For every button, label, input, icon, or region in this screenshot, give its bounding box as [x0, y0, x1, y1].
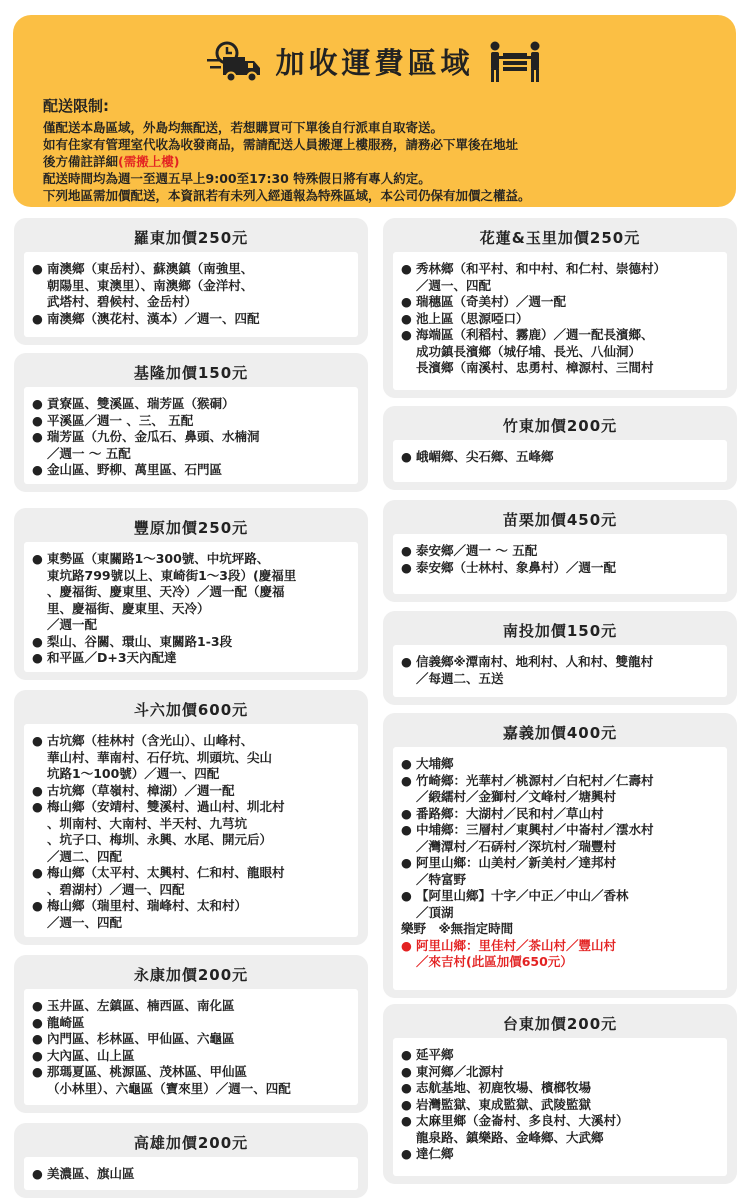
region-box [383, 500, 737, 602]
region-entry [401, 1113, 721, 1146]
region-entry [32, 429, 352, 462]
region-list [393, 645, 727, 697]
region-box [14, 690, 368, 945]
bullet-dot-icon: ● [32, 462, 43, 477]
page-title: 加收運費區域 [275, 45, 474, 80]
region-entry-text: 南澳鄉（東岳村）、蘇澳鎮（南強里、 朝陽里、東澳里）、南澳鄉（金洋村、 武塔村、碧候村、金岳村） [47, 261, 254, 309]
region-entry-text: 平溪區／週一 、三、 五配 [47, 412, 194, 428]
region-entry [32, 898, 352, 931]
region-entry-text: 太麻里鄉（金崙村、多良村、大溪村） 龍泉路、鎮樂路、金峰鄉、大武鄉 [416, 1113, 629, 1145]
bullet-dot-icon: ● [32, 429, 43, 444]
region-entry-text: 泰安鄉／週一 ～ 五配 [416, 543, 538, 558]
region-box [383, 1004, 737, 1184]
bullet-dot-icon: ● [401, 543, 412, 558]
region-entry-text: 金山區、野柳、萬里區、石門區 [47, 462, 223, 477]
bullet-dot-icon: ● [401, 1146, 412, 1161]
note-line: 下列地區需加價配送，本資訊若有未列入經通報為特殊區域，本公司仍保有加價之權益。 [43, 188, 531, 203]
region-box [383, 218, 737, 398]
region-entry [32, 998, 352, 1015]
region-entry-text: 貢寮區、雙溪區、瑞芳區（猴硐） [47, 396, 235, 411]
region-entry-text: 樂野 ※無指定時間 [401, 921, 514, 936]
region-entry-text: 南澳鄉（澳花村、漢本）／週一、四配 [47, 310, 260, 326]
bullet-dot-icon: ● [401, 1047, 412, 1062]
note-line: 僅配送本島區域，外島均無配送，若想購買可下單後自行派車自取寄送。 [43, 120, 444, 135]
region-entry [401, 756, 721, 773]
header-banner [13, 15, 736, 207]
region-list [24, 387, 358, 484]
region-list [24, 252, 358, 337]
region-title: 苗栗加價450元 [502, 510, 618, 529]
bullet-dot-icon: ● [401, 294, 412, 309]
bullet-dot-icon: ● [32, 1014, 43, 1030]
region-entry-text: 梅山鄉（安靖村、雙溪村、過山村、圳北村 、圳南村、大南村、半天村、九芎坑 、坑子口、梅圳、永興、水尾、開元后） ／週二、四配 [47, 799, 285, 864]
region-box [383, 611, 737, 705]
region-entry-text: 梅山鄉（太平村、太興村、仁和村、龍眼村 、碧湖村）／週一、四配 [47, 865, 285, 897]
bullet-dot-icon: ● [32, 733, 43, 748]
region-entry [32, 783, 352, 800]
region-entry-text: 古坑鄉（草嶺村、樟湖）／週一配 [47, 782, 235, 798]
region-entry-text: 信義鄉※潭南村、地利村、人和村、雙龍村 ／每週二、五送 [416, 654, 654, 686]
region-entry [32, 1048, 352, 1065]
region-entry-text: 美濃區、旗山區 [47, 1166, 135, 1181]
region-entry-text: 志航基地、初鹿牧場、檳榔牧場 [416, 1080, 592, 1095]
region-entry-text: 泰安鄉（士林村、象鼻村）／週一配 [416, 559, 617, 575]
region-box [383, 713, 737, 998]
region-entry-text: 東河鄉／北源村 [416, 1063, 504, 1079]
bullet-dot-icon: ● [401, 261, 412, 276]
region-entry [401, 654, 721, 687]
region-title: 羅東加價250元 [133, 228, 249, 247]
region-entry-text: 那瑪夏區、桃源區、茂林區、甲仙區 （小林里）、六龜區（寶來里）／週一、四配 [47, 1064, 291, 1096]
region-entry [401, 327, 721, 377]
region-entry [401, 543, 721, 560]
region-entry-text: 達仁鄉 [416, 1146, 454, 1161]
region-box [14, 218, 368, 345]
region-entry-text: 龍崎區 [47, 1014, 85, 1030]
bullet-dot-icon: ● [32, 1064, 43, 1079]
region-entry [32, 1064, 352, 1097]
bullet-dot-icon: ● [32, 1047, 43, 1063]
region-list [24, 724, 358, 937]
region-entry [401, 560, 721, 577]
bullet-dot-icon: ● [401, 1080, 412, 1095]
bullet-dot-icon: ● [401, 855, 412, 870]
bullet-dot-icon: ● [32, 310, 43, 326]
note-line: 配送時間均為週一至週五早上9:00至17:30 特殊假日將有專人約定。 [43, 171, 431, 186]
region-entry-text: 內門區、杉林區、甲仙區、六龜區 [47, 1031, 235, 1046]
region-entry-text: 阿里山鄉：里佳村／茶山村／豐山村 ／來吉村(此區加價650元） [416, 937, 617, 969]
bullet-dot-icon: ● [32, 865, 43, 880]
region-entry-text: 竹崎鄉：光華村／桃源村／白杞村／仁壽村 ／緞繻村／金獅村／文峰村／塘興村 [416, 772, 654, 804]
bullet-dot-icon: ● [32, 782, 43, 798]
bullet-dot-icon: ● [32, 898, 43, 913]
region-entry [401, 1064, 721, 1081]
region-list [393, 1038, 727, 1176]
region-list [393, 440, 727, 482]
bullet-dot-icon: ● [401, 888, 412, 903]
region-box [14, 508, 368, 680]
region-title: 台東加價200元 [502, 1014, 618, 1033]
region-entry [32, 261, 352, 311]
bullet-dot-icon: ● [401, 1063, 412, 1079]
region-box [14, 1123, 368, 1198]
region-list [24, 989, 358, 1105]
bullet-dot-icon: ● [401, 1113, 412, 1128]
region-entry-text: 岩灣監獄、東成監獄、武陵監獄 [416, 1096, 592, 1112]
region-entry-text: 大內區、山上區 [47, 1047, 135, 1063]
region-title: 永康加價200元 [133, 965, 249, 984]
region-title: 花蓮&玉里加價250元 [479, 228, 641, 247]
region-entry [401, 1146, 721, 1163]
region-entry [401, 1080, 721, 1097]
region-entry [401, 1097, 721, 1114]
region-entry [401, 261, 721, 294]
bullet-dot-icon: ● [401, 310, 412, 326]
region-list [393, 534, 727, 594]
region-title: 竹東加價200元 [502, 416, 618, 435]
region-entry-text: 海端區（利稻村、霧鹿）／週一配長濱鄉、 成功鎮長濱鄉（城仔埔、長光、八仙洞） 長濱鄉（南溪村、忠勇村、樟源村、三間村 [416, 327, 654, 375]
region-entry [401, 921, 721, 938]
bullet-dot-icon: ● [401, 937, 412, 953]
region-entry [32, 1015, 352, 1032]
bullet-dot-icon: ● [401, 559, 412, 575]
region-list [24, 542, 358, 672]
region-entry [401, 294, 721, 311]
region-entry [401, 888, 721, 921]
region-entry [32, 311, 352, 328]
region-entry [32, 396, 352, 413]
region-entry [401, 806, 721, 823]
region-entry [32, 1031, 352, 1048]
region-entry-text: 玉井區、左鎮區、楠西區、南化區 [47, 998, 235, 1013]
region-title: 斗六加價600元 [133, 700, 249, 719]
region-entry [401, 449, 721, 466]
movers-carrying-box-icon [486, 39, 544, 83]
region-title: 豐原加價250元 [133, 518, 249, 537]
bullet-dot-icon: ● [401, 654, 412, 669]
region-entry-text: 番路鄉：大湖村／民和村／草山村 [416, 805, 604, 821]
region-entry-text: 阿里山鄉：山美村／新美村／達邦村 ／特富野 [416, 855, 617, 887]
bullet-dot-icon: ● [401, 822, 412, 837]
bullet-dot-icon: ● [401, 805, 412, 821]
title-row [13, 37, 736, 85]
region-entry [401, 311, 721, 328]
region-entry [401, 855, 721, 888]
region-entry [32, 634, 352, 651]
region-entry [32, 551, 352, 634]
region-title: 基隆加價150元 [133, 363, 249, 382]
bullet-dot-icon: ● [401, 1096, 412, 1112]
region-entry [401, 1047, 721, 1064]
region-box [383, 406, 737, 490]
region-entry-text: 【阿里山鄉】十字／中正／中山／香林 ／頂湖 [416, 888, 629, 920]
region-entry [32, 865, 352, 898]
bullet-dot-icon: ● [32, 1031, 43, 1046]
region-entry-text: 東勢區（東關路1～300號、中坑坪路、 東坑路799號以上、東崎街1～3段）(慶福里 、慶福街、慶東里、天冷）／週一配（慶福 里、慶福街、慶東里、天冷） ／週一配 [47, 551, 297, 632]
region-entry [32, 413, 352, 430]
region-entry [32, 1166, 352, 1183]
bullet-dot-icon: ● [32, 551, 43, 566]
region-title: 高雄加價200元 [133, 1133, 249, 1152]
region-entry-text: 古坑鄉（桂林村（含光山）、山峰村、 華山村、華南村、石仔坑、圳頭坑、尖山 坑路1～100號）／週一、四配 [47, 733, 273, 781]
region-entry [401, 938, 721, 971]
region-entry [32, 799, 352, 865]
bullet-dot-icon: ● [401, 449, 412, 464]
region-entry-text: 瑞芳區（九份、金瓜石、鼻頭、水楠洞 ／週一 ～ 五配 [47, 429, 260, 461]
region-list [24, 1157, 358, 1190]
region-entry [32, 650, 352, 667]
bullet-dot-icon: ● [32, 412, 43, 428]
region-entry-text: 梅山鄉（瑞里村、瑞峰村、太和村） ／週一、四配 [47, 898, 248, 930]
bullet-dot-icon: ● [401, 772, 412, 788]
region-entry [401, 773, 721, 806]
region-entry-text: 延平鄉 [416, 1047, 454, 1062]
region-entry-text: 大埔鄉 [416, 756, 454, 771]
region-list [393, 747, 727, 990]
bullet-dot-icon: ● [32, 799, 43, 814]
bullet-dot-icon: ● [32, 998, 43, 1013]
bullet-dot-icon: ● [32, 396, 43, 411]
region-entry [32, 733, 352, 783]
delivery-notes [43, 119, 723, 204]
upstairs-note: (需搬上樓) [118, 154, 180, 169]
bullet-dot-icon: ● [32, 633, 43, 649]
region-box [14, 353, 368, 492]
bullet-dot-icon: ● [401, 756, 412, 771]
region-title: 嘉義加價400元 [502, 723, 618, 742]
region-list [393, 252, 727, 390]
region-entry-text: 梨山、谷關、環山、東關路1-3段 [47, 633, 233, 649]
region-entry-text: 池上區（思源啞口） [416, 310, 529, 326]
region-entry-text: 秀林鄉（和平村、和中村、和仁村、崇德村） ／週一、四配 [416, 261, 667, 293]
region-entry-text: 峨嵋鄉、尖石鄉、五峰鄉 [416, 449, 554, 464]
region-entry-text: 和平區／D+3天內配達 [47, 650, 177, 665]
note-line: 如有住家有管理室代收為收發商品，需請配送人員搬運上樓服務，請務必下單後在地址 [43, 137, 519, 152]
bullet-dot-icon: ● [32, 261, 43, 276]
delivery-truck-icon [205, 39, 263, 83]
region-entry [401, 822, 721, 855]
region-entry [32, 462, 352, 479]
delivery-limits-label: 配送限制: [43, 97, 109, 115]
region-entry-text: 瑞穗區（奇美村）／週一配 [416, 294, 567, 309]
bullet-dot-icon: ● [401, 327, 412, 342]
bullet-dot-icon: ● [32, 1166, 43, 1181]
region-title: 南投加價150元 [502, 621, 618, 640]
region-box [14, 955, 368, 1113]
bullet-dot-icon: ● [32, 650, 43, 665]
note-line: 後方備註詳細(需搬上樓) [43, 154, 180, 169]
region-entry-text: 中埔鄉：三層村／東興村／中崙村／澐水村 ／灣潭村／石硦村／深坑村／瑞豐村 [416, 822, 654, 854]
